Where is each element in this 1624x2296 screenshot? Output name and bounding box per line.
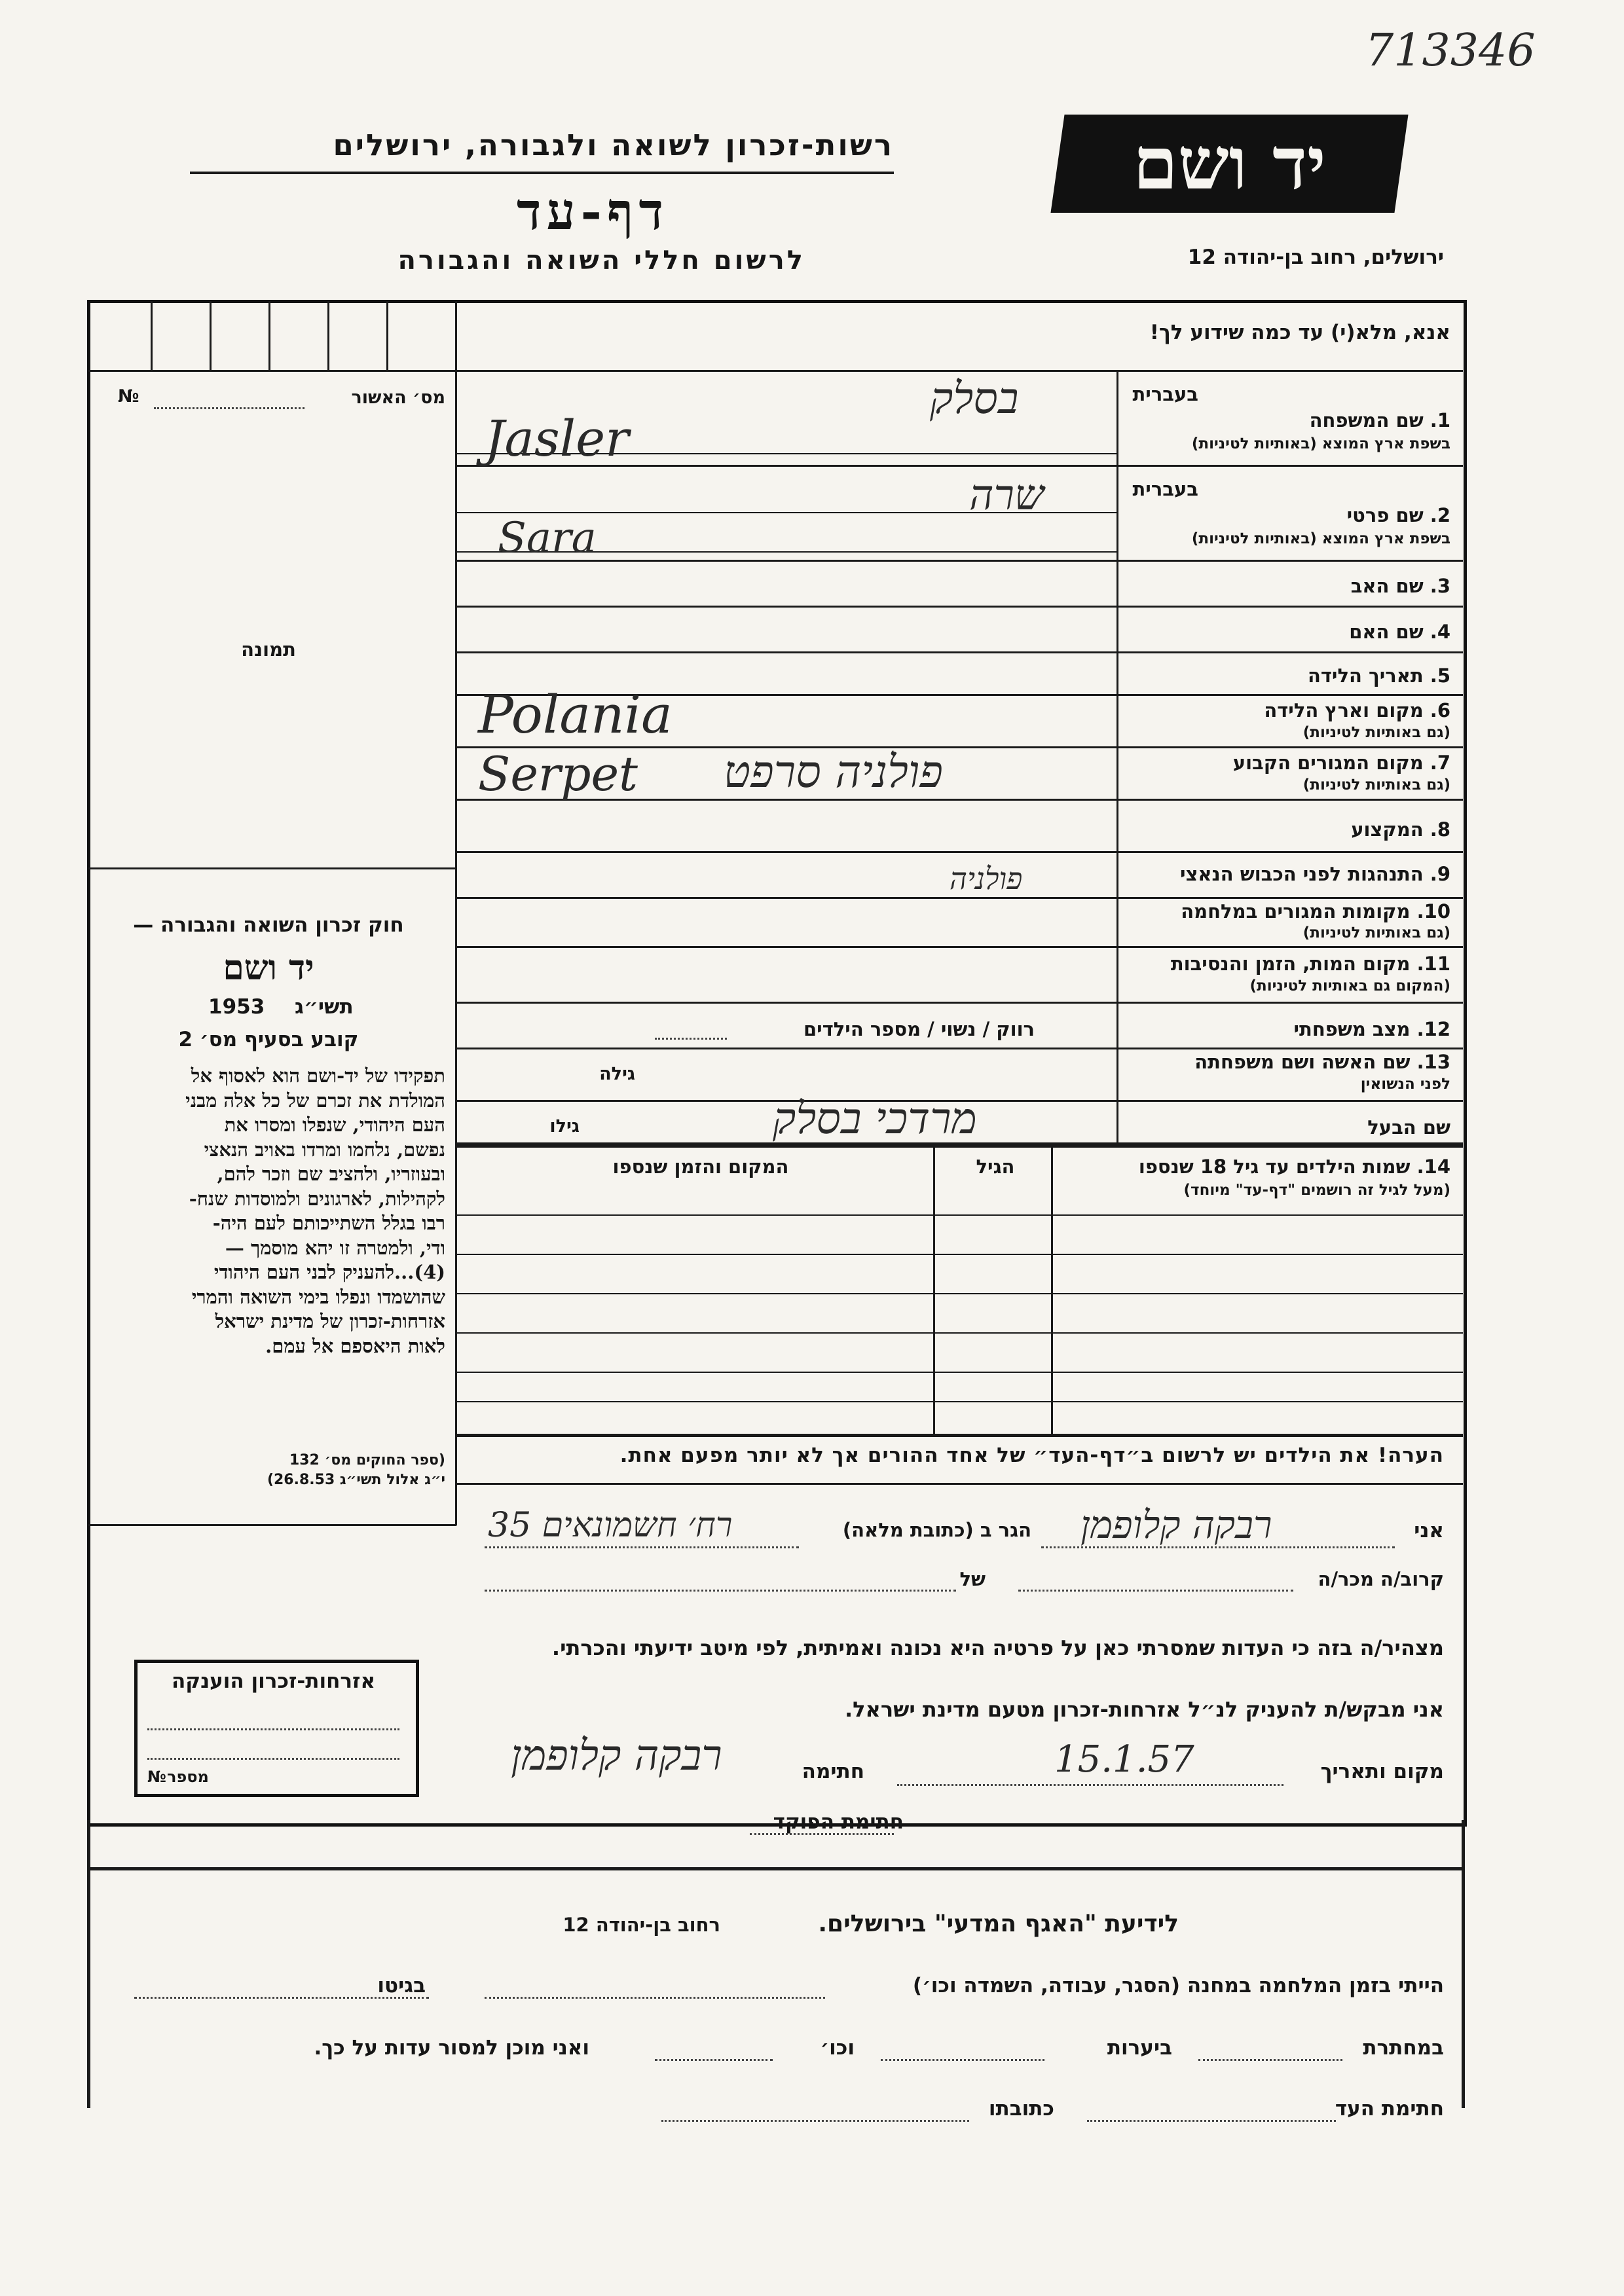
citizenship-box-title: אזרחות-זכרון הוענקה [171,1669,376,1693]
f1-sub-label: בשפת ארץ המוצא (באותיות לטיניות) [1191,435,1450,452]
header-address: ירושלים, רחוב בן-יהודה 12 [1187,246,1444,269]
approval-no-sign: № [118,386,139,407]
frame-left-lower [87,1820,90,2108]
law-source-2: י״ג אלול תשי״ג 26.8.53) [267,1472,445,1488]
f14-label: 14. שמות הילדים עד גיל 18 שנספו [1138,1156,1450,1178]
f1-latin-value[interactable]: Jasler [485,409,629,467]
place-date-field[interactable] [897,1784,1283,1786]
declaration-text: מצהיר/ה בזה כי העדות שמסרתי כאן על פרטיה היא נכונה ואמיתית, לפי מיטב ידיעתי והכרתי. [551,1635,1444,1660]
bottom-title: לידיעת "האגף המדעי" בירושלים. [818,1910,1179,1937]
witness-address-field[interactable] [661,2120,969,2122]
frame-right-lower [1462,1820,1465,2108]
f7-label: 7. מקום המגורים הקבוע [1232,752,1450,774]
logo-text: יד ושם [1133,121,1326,206]
f8-label: 8. המקצוע [1351,818,1450,841]
witness-signature-field[interactable] [1087,2120,1336,2122]
law-box-year-heb: תשי״ג [295,995,354,1019]
ready-text: ואני מוכן למסור עדות על כך. [314,2036,589,2060]
col-age-header: הגיל [976,1156,1015,1178]
signature-label: חתימה [802,1760,864,1783]
law-text-line: אזרחות-זכרון של מדינת ישראל [215,1310,445,1332]
f6-label: 6. מקום וארץ הלידה [1264,699,1450,721]
f5-label: 5. תאריך הלידה [1307,665,1450,687]
law-box-text [95,1064,445,1358]
official-signature-label: חתימת הפוקד [773,1810,904,1834]
f13-label: 13. שם האשה ושם משפחתה [1194,1051,1450,1073]
authority-underline [190,172,894,174]
f10-label: 10. מקומות המגורים במלחמה [1181,900,1450,922]
law-text-line: (4)...להעניק לבני העם היהודי [213,1261,445,1283]
label-column-divider [1116,370,1118,1142]
photo-area-bottom [88,867,456,869]
law-text-line: המולדת את זכרם של כל אלה מבני [185,1089,445,1112]
yad-vashem-logo [1050,115,1408,213]
husband-age-label: גילו [549,1116,580,1137]
approval-label: מס׳ האשור [351,388,445,408]
f2-sub-label: בשפת ארץ המוצא (באותיות לטיניות) [1191,530,1450,547]
f12-children-count-field[interactable] [655,1038,727,1040]
f13-sub-label: לפני הנשואין [1360,1076,1450,1093]
citizenship-no-sign: № [147,1768,166,1786]
date-value[interactable]: 15.1.57 [1054,1738,1194,1781]
declarant-prefix: אני [1414,1519,1444,1542]
f2-hebrew-label: בעברית [1132,478,1198,500]
law-box-clause: קובע בסעיף מס׳ 2 [178,1028,359,1051]
law-text-line: תפקידו של יד-ושם הוא לאסוף אל [191,1065,445,1087]
f6-value[interactable]: Polania [478,684,673,745]
col-place-header: המקום והזמן שנספו [612,1156,789,1178]
f7-hebrew-value[interactable]: פולניה סרפט [724,746,944,798]
f2-hebrew-value[interactable]: שרה [969,471,1044,520]
request-text: אני מבקש/ת להעניק לנ״ל אזרחות-זכרון מטעם מדינת ישראל. [845,1697,1444,1722]
law-text-line: רבו בגלל השתייכותם לעם היה- [212,1212,445,1234]
law-text-line: ובעוזריו, ולהציב שם וזכר להם, [217,1163,445,1185]
husband-value[interactable]: מרדכי בסלק [773,1093,977,1144]
f11-label: 11. מקום המות, הזמן והנסיבות [1170,953,1450,975]
law-text-line: לאות היאספם אל עמם. [265,1334,445,1357]
forests-field[interactable] [881,2059,1044,2061]
declarant-address-value[interactable]: רח׳ חשמונאים 35 [488,1506,733,1545]
note-text: הערה! את הילדים יש לרשום ב״דף-העד״ של אחד ההורים אך לא יותר מפעם אחת. [619,1444,1444,1467]
bottom-address: רחוב בן-יהודה 12 [563,1914,720,1936]
frame-bottom-line [87,1867,1465,1870]
form-subtitle: לרשום חללי השואה והגבורה [397,246,805,276]
etc-field[interactable] [655,2059,773,2061]
left-top-boxes-bottom [88,370,456,372]
f7-latin-value[interactable]: Serpet [478,746,638,801]
witness-address-label: כתובתו [988,2097,1054,2121]
ghetto-field[interactable] [134,1997,429,1999]
photo-label[interactable]: תמונה [241,638,296,661]
f1-hebrew-label: בעברית [1132,383,1198,405]
resides-label: הגר ב (כתובת מלאה) [842,1519,1031,1541]
bottom-line1: הייתי בזמן המלחמה במחנה (הסגר, עבודה, השמדה וכו׳) [912,1974,1444,1997]
f1-label: 1. שם המשפחה [1309,409,1450,431]
left-column-divider [455,301,457,1525]
husband-label: שם הבעל [1367,1116,1450,1139]
f2-label: 2. שם פרטי [1346,504,1450,526]
law-box-bottom [88,1524,456,1526]
f1-hebrew-value[interactable]: בסלק [930,373,1019,424]
law-source-1: (ספר החוקים מס׳ 132 [289,1452,445,1468]
instruction-underline [456,370,1463,372]
f12-options[interactable]: רווק / נשוי / מספר הילדים [803,1018,1035,1040]
note-bottom [456,1483,1463,1485]
witness-signature-label: חתימת העד [1335,2097,1444,2121]
law-text-line: נפשם, נלחמו ומרדו באויב הנאצי [204,1138,445,1161]
f12-label: 12. מצב משפחתי [1293,1018,1450,1040]
f13-age-label: גילה [599,1064,635,1084]
f9-label: 9. התנהגות לפני הכבוש הנאצי [1179,863,1450,885]
instruction-text: אנא, מלא(י) עד כמה שידוע לך! [1149,321,1450,344]
relation-label: קרוב/ה מכר/ה [1318,1568,1444,1590]
signature-value[interactable]: רבקה קלופמן [511,1732,722,1780]
law-box-name: יד ושם [223,948,314,988]
children-table-bottom [456,1434,1463,1437]
law-box-title: חוק זכרון השואה והגבורה — [133,913,404,937]
f7-sub-label: (גם באותיות לטיניות) [1302,776,1450,793]
ghetto-label: בגיטו [377,1974,426,1997]
of-label: של [959,1568,986,1590]
f3-label: 3. שם האב [1350,575,1450,597]
declarant-name-value[interactable]: רבקה קלופמן [1080,1503,1272,1547]
f6-sub-label: (גם באותיות לטיניות) [1302,724,1450,741]
form-title: דף-עד [517,182,669,242]
f11-sub-label: (המקום גם באותיות לטיניות) [1249,977,1450,994]
f4-label: 4. שם האם [1349,621,1450,643]
document-number: 713346 [1365,25,1536,77]
law-text-line: שהושמדו ונפלו בימי השואה והמרי [191,1285,445,1308]
f2-latin-value[interactable]: Sara [498,514,597,562]
f10-sub-label: (גם באותיות לטיניות) [1302,924,1450,941]
children-table-top [456,1144,1463,1148]
underground-label: במחתרת [1363,2036,1444,2060]
forests-label: ביערות [1107,2036,1172,2060]
approval-number-field[interactable] [154,407,304,409]
underground-field[interactable] [1198,2059,1342,2061]
authority-name: רשות-זכרון לשואה ולגבורה, ירושלים [333,128,894,162]
law-box-year: 1953 [208,995,265,1019]
place-date-label: מקום ותאריך [1320,1760,1444,1783]
law-text-line: ודי, ולמטרה זו יהא מוסמך — [225,1236,445,1259]
f9-value[interactable]: פולניה [950,861,1023,896]
citizenship-number-label: מספר [167,1768,209,1786]
official-signature-field[interactable] [750,1833,894,1835]
f14-sub-label: (מעל לגיל זה רושמים "דף-עד" מיוחד) [1183,1182,1450,1199]
etc-label: וכו׳ [820,2036,855,2060]
relation-of-field[interactable] [1018,1590,1293,1592]
camp-field[interactable] [485,1997,825,1999]
law-text-line: העם היהודי, שנפלו ומסרו את [224,1114,445,1136]
law-text-line: לקהילות, לארגונים ולמוסדות שנח- [189,1187,445,1210]
relation-name-field[interactable] [485,1590,956,1592]
